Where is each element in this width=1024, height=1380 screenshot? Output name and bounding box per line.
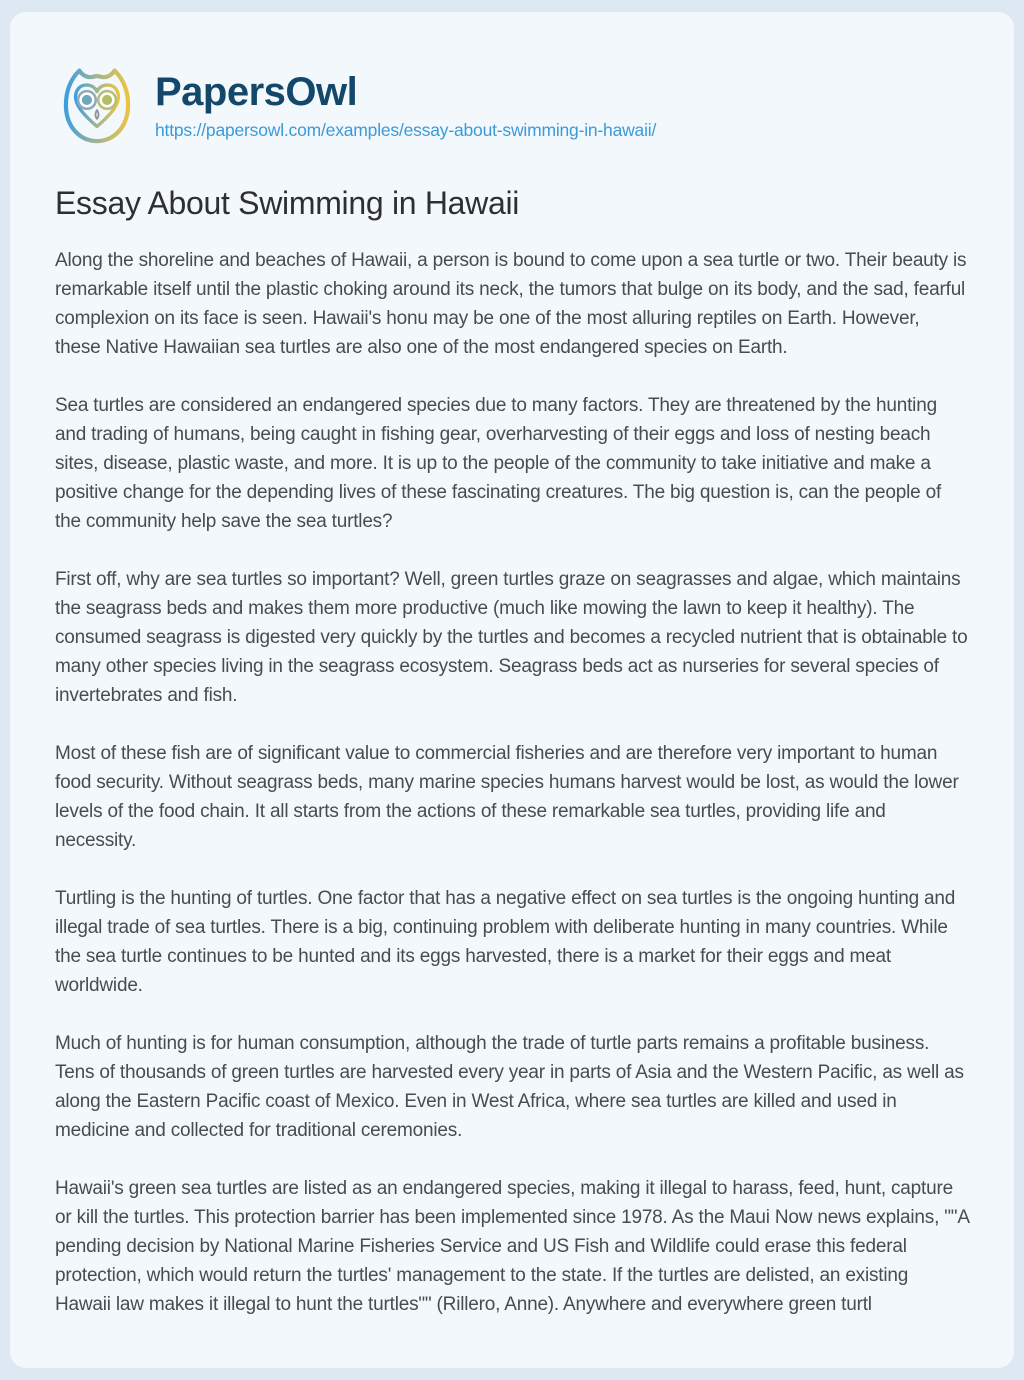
brand-name: PapersOwl bbox=[155, 69, 358, 114]
brand-block bbox=[155, 70, 656, 141]
page-title: Essay About Swimming in Hawaii bbox=[55, 185, 520, 221]
page-url-link[interactable]: https://papersowl.com/examples/essay-about-swimming-in-hawaii/ bbox=[155, 119, 657, 140]
essay-card bbox=[10, 12, 1014, 1368]
site-header bbox=[55, 63, 969, 147]
essay-paragraph: Sea turtles are considered an endangered species due to many factors. They are threatened by the hunting and trading of humans, being caught in fishing gear, overharvesting of their eggs and loss of nesting beach sites, disease, plastic waste, and more. It is up to the people of the community to take initiative and make a positive change for the depending lives of these fascinating creatures. The big question is, can the people of the community help save the sea turtles? bbox=[55, 395, 942, 532]
essay-paragraph: Most of these fish are of significant value to commercial fisheries and are therefore very important to human food security. Without seagrass beds, many marine species humans harvest would be lost, as would the lower levels of the food chain. It all starts from the actions of these remarkable sea turtles, providing life and necessity. bbox=[55, 743, 959, 851]
essay-body bbox=[55, 246, 969, 1319]
owl-logo-icon bbox=[55, 63, 139, 147]
essay-paragraph: First off, why are sea turtles so important? Well, green turtles graze on seagrasses and algae, which maintains the seagrass beds and makes them more productive (much like mowing the lawn to keep it healthy). The consumed seagrass is digested very quickly by the turtles and becomes a recycled nutrient that is obtainable to many other species living in the seagrass ecosystem. Seagrass beds act as nurseries for several species of invertebrates and fish. bbox=[55, 569, 968, 706]
essay-paragraph: Turtling is the hunting of turtles. One factor that has a negative effect on sea turtles is the ongoing hunting and illegal trade of sea turtles. There is a big, continuing problem with deliberate hunting in many countries. While the sea turtle continues to be hunted and its eggs harvested, there is a market for their eggs and meat worldwide. bbox=[55, 888, 956, 996]
essay-paragraph: Hawaii's green sea turtles are listed as an endangered species, making it illegal to harass, feed, hunt, capture or kill the turtles. This protection barrier has been implemented since 1978. As the Maui Now news explains, ""A pending decision by National Marine Fisheries Service and US Fish and Wildlife could erase this federal protection, which would return the turtles' management to the state. If the turtles are delisted, an existing Hawaii law makes it illegal to hunt the turtles"" (Rillero, Anne). Anywhere and everywhere green turtl bbox=[55, 1178, 969, 1315]
essay-paragraph: Along the shoreline and beaches of Hawaii, a person is bound to come upon a sea turtle or two. Their beauty is remarkable itself until the plastic choking around its neck, the tumors that bulge on its body, and the sad, fearful complexion on its face is seen. Hawaii's honu may be one of the most alluring reptiles on Earth. However, these Native Hawaiian sea turtles are also one of the most endangered species on Earth. bbox=[55, 250, 967, 358]
essay-paragraph: Much of hunting is for human consumption, although the trade of turtle parts remains a profitable business. Tens of thousands of green turtles are harvested every year in parts of Asia and the Western Pacific, as well as along the Eastern Pacific coast of Mexico. Even in West Africa, where sea turtles are killed and used in medicine and collected for traditional ceremonies. bbox=[55, 1033, 964, 1141]
